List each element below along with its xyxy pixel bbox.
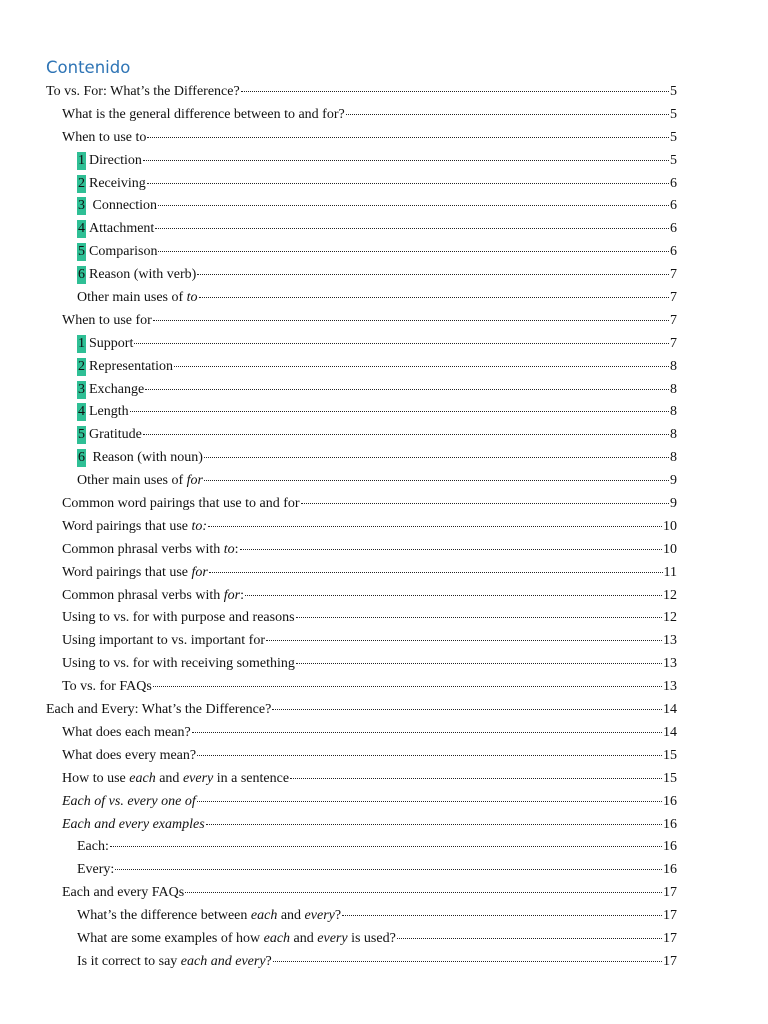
toc-page-number: 7 (670, 290, 677, 306)
toc-page-number: 8 (670, 427, 677, 443)
toc-entry[interactable] (0, 241, 722, 264)
toc-entry-number-highlight: 2 (78, 358, 85, 374)
toc-dot-leader (197, 801, 662, 802)
toc-entry-label (77, 836, 109, 859)
toc-entry-label (62, 722, 191, 745)
toc-entry-text: ? (265, 953, 272, 969)
toc-dot-leader (115, 869, 662, 870)
toc-entry[interactable] (0, 333, 722, 356)
toc-page-number: 17 (663, 930, 677, 946)
toc-entry[interactable] (0, 379, 722, 402)
toc-dot-leader (245, 595, 662, 596)
toc-entry-text: : (240, 587, 244, 603)
toc-entry-text: When to use for (62, 312, 152, 328)
toc-entry-text: Receiving (89, 175, 146, 191)
toc-entry-text: Reason (with noun) (89, 450, 203, 466)
toc-entry-text: Word pairings that use (62, 564, 192, 580)
toc-dot-leader (197, 274, 669, 275)
toc-entry-label (77, 470, 203, 493)
toc-entry-text: each (263, 930, 291, 946)
toc-entry-text: Each and every FAQs (62, 885, 185, 901)
toc-entry-text: Every: (77, 862, 115, 878)
toc-entry[interactable] (0, 836, 722, 859)
toc-entry-text: to (223, 541, 235, 557)
toc-page-number: 16 (663, 862, 677, 878)
toc-dot-leader (155, 228, 669, 229)
toc-entry-text: for (186, 473, 203, 489)
toc-entry-label (62, 585, 244, 608)
toc-dot-leader (296, 617, 662, 618)
toc-entry-label (62, 607, 295, 630)
toc-entry-label (77, 333, 133, 356)
toc-entry-text: Each and Every: What’s the Difference? (46, 702, 272, 718)
toc-page-number: 14 (663, 724, 677, 740)
toc-page-number: 17 (663, 885, 677, 901)
toc-entry[interactable] (0, 928, 722, 951)
toc-entry-label (46, 699, 271, 722)
toc-entry[interactable] (0, 585, 722, 608)
toc-entry[interactable] (0, 424, 722, 447)
toc-entry[interactable] (0, 127, 722, 150)
toc-page-number: 5 (670, 152, 677, 168)
toc-page-number: 10 (663, 518, 677, 534)
toc-entry-text: and (290, 930, 318, 946)
toc-entry-text: each (250, 908, 278, 924)
toc-entry[interactable] (0, 699, 722, 722)
toc-entry-label (62, 493, 300, 516)
toc-dot-leader (143, 160, 669, 161)
toc-page-number: 9 (670, 496, 677, 512)
toc-entry-label (62, 562, 208, 585)
toc-dot-leader (174, 366, 669, 367)
toc-entry-number-highlight: 6 (78, 267, 85, 283)
toc-entry-text: Each of vs. every one of (62, 793, 196, 809)
toc-dot-leader (153, 686, 662, 687)
toc-entry-text: Common phrasal verbs with (62, 541, 224, 557)
toc-entry[interactable] (0, 905, 722, 928)
toc-page-number: 8 (670, 404, 677, 420)
toc-page-number: 11 (663, 564, 677, 580)
toc-entry-text: Direction (89, 152, 142, 168)
toc-entry-label (62, 104, 345, 127)
table-of-contents (0, 81, 768, 974)
toc-entry-label (77, 859, 114, 882)
toc-entry-number-highlight: 4 (78, 404, 85, 420)
toc-page-number: 17 (663, 953, 677, 969)
toc-entry[interactable] (0, 310, 722, 333)
toc-dot-leader (209, 572, 663, 573)
toc-page-number: 5 (670, 129, 677, 145)
toc-dot-leader (266, 640, 662, 641)
toc-entry-text: is used? (347, 930, 396, 946)
toc-entry-label (77, 928, 396, 951)
toc-entry-label (77, 264, 196, 287)
toc-dot-leader (206, 824, 662, 825)
toc-entry-text: Representation (89, 358, 173, 374)
toc-page-number: 6 (670, 244, 677, 260)
toc-entry[interactable] (0, 630, 722, 653)
toc-entry-number-highlight: 5 (78, 244, 85, 260)
toc-page-number: 10 (663, 541, 677, 557)
toc-entry-text: every (182, 770, 214, 786)
toc-page-number: 6 (670, 175, 677, 191)
toc-entry-label (77, 150, 142, 173)
toc-entry[interactable] (0, 951, 722, 974)
toc-entry[interactable] (0, 264, 722, 287)
toc-entry[interactable] (0, 607, 722, 630)
toc-dot-leader (145, 389, 669, 390)
toc-entry-text: Length (89, 404, 129, 420)
toc-entry-text: for (191, 564, 208, 580)
toc-entry-text: Each: (77, 839, 109, 855)
toc-entry[interactable] (0, 722, 722, 745)
toc-entry[interactable] (0, 104, 722, 127)
toc-entry[interactable] (0, 356, 722, 379)
toc-entry[interactable] (0, 218, 722, 241)
toc-dot-leader (153, 320, 669, 321)
toc-dot-leader (185, 892, 662, 893)
toc-entry[interactable] (0, 882, 722, 905)
toc-entry[interactable] (0, 195, 722, 218)
toc-dot-leader (290, 778, 662, 779)
toc-dot-leader (301, 503, 669, 504)
toc-page-number: 15 (663, 747, 677, 763)
toc-entry[interactable] (0, 768, 722, 791)
toc-entry[interactable] (0, 745, 722, 768)
toc-entry-text: each and every (180, 953, 266, 969)
toc-entry[interactable] (0, 676, 722, 699)
toc-entry-number-highlight: 3 (78, 381, 85, 397)
toc-entry[interactable] (0, 814, 722, 837)
toc-entry-label (62, 745, 196, 768)
toc-entry-number-highlight: 3 (78, 198, 85, 214)
toc-dot-leader (192, 732, 662, 733)
toc-entry-label (62, 768, 289, 791)
toc-dot-leader (296, 663, 662, 664)
toc-dot-leader (110, 846, 662, 847)
toc-entry-label (62, 814, 205, 837)
toc-entry-text: When to use to (62, 129, 147, 145)
toc-entry-text: Using important to vs. important for (62, 633, 265, 649)
toc-page-number: 5 (670, 84, 677, 99)
toc-dot-leader (158, 205, 669, 206)
toc-dot-leader (158, 251, 669, 252)
toc-entry[interactable] (0, 562, 722, 585)
toc-page-number: 16 (663, 816, 677, 832)
toc-entry-text: What is the general difference between to and for? (62, 106, 345, 122)
toc-entry-label (62, 676, 152, 699)
toc-entry-text: Common phrasal verbs with (62, 587, 224, 603)
toc-entry-label (77, 951, 272, 974)
toc-entry-label (62, 882, 184, 905)
toc-dot-leader (147, 183, 669, 184)
toc-entry-text: Using to vs. for with receiving something (62, 656, 295, 672)
toc-entry-text: Other main uses of (77, 290, 187, 306)
toc-page-number: 13 (663, 679, 677, 695)
toc-entry-text: ? (334, 908, 342, 924)
toc-page-number: 12 (663, 587, 677, 603)
toc-entry-number-highlight: 1 (78, 152, 85, 168)
toc-entry-text: Exchange (89, 381, 145, 397)
toc-dot-leader (143, 434, 669, 435)
toc-entry-text: for (223, 587, 241, 603)
toc-entry-text: Connection (89, 198, 158, 214)
toc-page-number: 13 (663, 656, 677, 672)
toc-page-number: 8 (670, 358, 677, 374)
toc-entry-text: Attachment (89, 221, 155, 237)
toc-entry-number-highlight: 2 (78, 175, 85, 191)
toc-page-number: 12 (663, 610, 677, 626)
toc-entry[interactable] (0, 150, 722, 173)
toc-entry-label (77, 447, 203, 470)
toc-entry-text: Support (89, 335, 134, 351)
toc-dot-leader (147, 137, 669, 138)
toc-dot-leader (204, 480, 669, 481)
toc-entry[interactable] (0, 81, 722, 104)
toc-page-number: 13 (663, 633, 677, 649)
toc-entry-text: and (155, 770, 183, 786)
toc-dot-leader (346, 114, 669, 115)
toc-entry-text: and (277, 908, 305, 924)
toc-entry-number-highlight: 6 (78, 450, 85, 466)
toc-entry-text: each (129, 770, 156, 786)
toc-dot-leader (342, 915, 662, 916)
toc-entry-label (62, 653, 295, 676)
toc-dot-leader (273, 961, 662, 962)
toc-entry-text: What’s the difference between (77, 908, 251, 924)
toc-dot-leader (240, 549, 662, 550)
toc-entry-text: Comparison (89, 244, 158, 260)
toc-entry[interactable] (0, 653, 722, 676)
toc-entry-text: every (317, 930, 348, 946)
toc-entry-label (62, 516, 207, 539)
toc-entry-text: Using to vs. for with purpose and reasons (62, 610, 295, 626)
toc-dot-leader (272, 709, 662, 710)
toc-page-number: 6 (670, 198, 677, 214)
toc-entry-label (77, 356, 173, 379)
toc-entry-label (77, 424, 142, 447)
toc-entry[interactable] (0, 173, 722, 196)
toc-entry-text: To vs. For: What’s the Difference? (46, 84, 240, 99)
toc-entry-text: Reason (with verb) (89, 267, 197, 283)
toc-entry[interactable] (0, 791, 722, 814)
toc-dot-leader (241, 91, 669, 92)
toc-entry[interactable] (0, 287, 722, 310)
toc-entry-text: to (186, 290, 198, 306)
toc-entry-number-highlight: 1 (78, 335, 85, 351)
toc-page-number: 8 (670, 381, 677, 397)
toc-dot-leader (204, 457, 669, 458)
toc-entry-text: What are some examples of how (77, 930, 264, 946)
toc-entry-text: What does each mean? (62, 724, 191, 740)
toc-entry-label (77, 401, 129, 424)
toc-entry-text: to: (191, 518, 208, 534)
toc-page-number: 7 (670, 267, 677, 283)
toc-heading: Contenido (46, 58, 131, 77)
toc-entry-label (62, 539, 239, 562)
toc-page-number: 16 (663, 793, 677, 809)
toc-entry[interactable] (0, 859, 722, 882)
toc-dot-leader (130, 411, 669, 412)
toc-dot-leader (397, 938, 662, 939)
toc-entry-label (77, 905, 341, 928)
toc-entry-label (62, 630, 265, 653)
toc-entry-text: : (234, 541, 239, 557)
toc-entry-text: Each and every examples (62, 816, 205, 832)
toc-entry[interactable] (0, 470, 722, 493)
toc-entry-label (62, 127, 146, 150)
toc-page-number: 8 (670, 450, 677, 466)
toc-entry-label (77, 218, 154, 241)
toc-entry-text: What does every mean? (62, 747, 197, 763)
toc-entry-text: Gratitude (89, 427, 142, 443)
toc-page-number: 16 (663, 839, 677, 855)
toc-entry-label (77, 241, 157, 264)
toc-entry[interactable] (0, 539, 722, 562)
toc-dot-leader (197, 755, 662, 756)
toc-entry-number-highlight: 5 (78, 427, 85, 443)
toc-entry-text: Word pairings that use (62, 518, 192, 534)
toc-page-number: 15 (663, 770, 677, 786)
toc-entry-text: every (304, 908, 335, 924)
toc-entry-label (77, 195, 157, 218)
toc-entry-label (77, 173, 146, 196)
toc-entry-text: Common word pairings that use to and for (62, 496, 300, 512)
toc-dot-leader (199, 297, 669, 298)
toc-entry-text: How to use (62, 770, 130, 786)
toc-page-number: 6 (670, 221, 677, 237)
toc-page-number: 7 (670, 335, 677, 351)
toc-dot-leader (208, 526, 662, 527)
toc-entry-label (77, 287, 198, 310)
toc-page-number: 17 (663, 908, 677, 924)
toc-entry-label (62, 791, 196, 814)
toc-entry-text: To vs. for FAQs (62, 679, 152, 695)
toc-entry[interactable] (0, 401, 722, 424)
toc-page-number: 5 (670, 106, 677, 122)
toc-entry-label (77, 379, 144, 402)
toc-entry-text: Is it correct to say (77, 953, 181, 969)
toc-entry[interactable] (0, 447, 722, 470)
toc-entry-text: in a sentence (213, 770, 290, 786)
toc-entry-label (62, 310, 152, 333)
toc-page-number: 9 (670, 473, 677, 489)
toc-entry-number-highlight: 4 (78, 221, 85, 237)
toc-page-number: 14 (663, 702, 677, 718)
toc-entry[interactable] (0, 493, 722, 516)
toc-dot-leader (134, 343, 669, 344)
toc-entry-text: Other main uses of (77, 473, 187, 489)
toc-page-number: 7 (670, 312, 677, 328)
toc-entry[interactable] (0, 516, 722, 539)
toc-entry-label (46, 81, 240, 104)
